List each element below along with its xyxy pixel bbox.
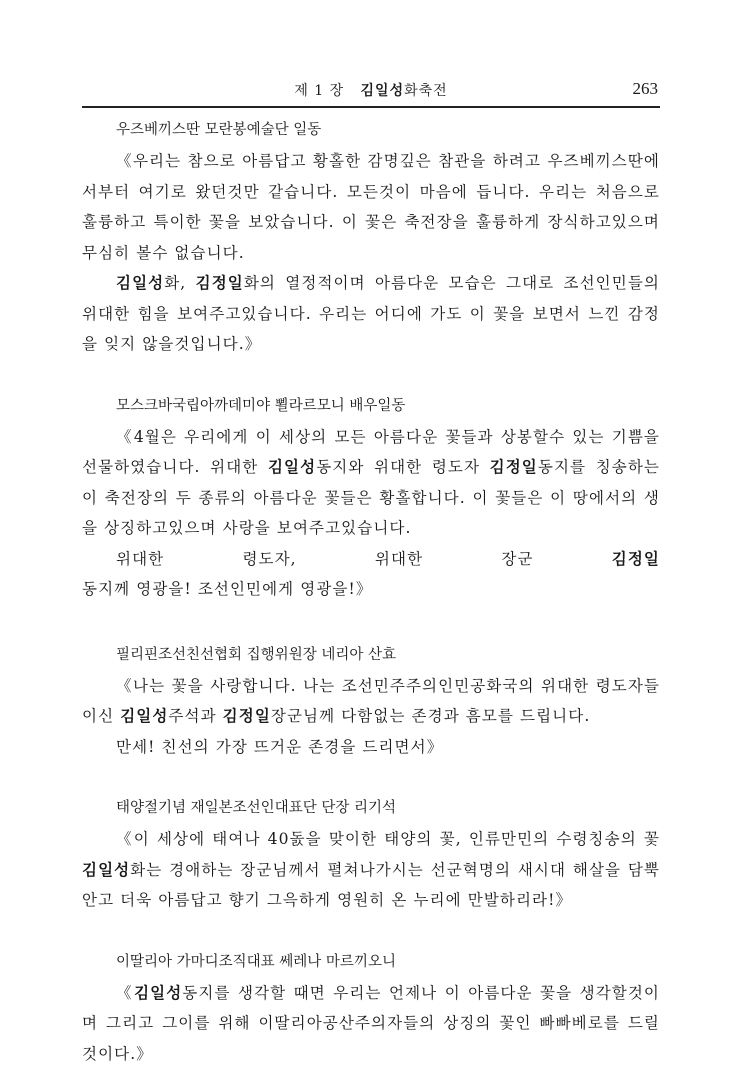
- bold-name: 김일성: [268, 458, 316, 476]
- message-paragraph: 《김일성동지를 생각할 때면 우리는 언제나 이 아름다운 꽃을 생각할것이며 그리고 그이를 위해 이딸리아공산주의자들의 상징의 꽃인 빠빠베로를 드릴것이다.》: [82, 978, 660, 1069]
- bold-name: 김일성: [116, 274, 164, 292]
- bold-name: 김정일: [196, 274, 244, 292]
- message-paragraph: 만세! 친선의 가장 뜨거운 존경을 드리면서》: [82, 732, 660, 763]
- page-body: [82, 114, 660, 1069]
- message-section-4: [82, 792, 660, 916]
- message-section-3: [82, 639, 660, 763]
- title-bold: 김일성: [361, 83, 405, 99]
- speaker-line: 태양절기념 재일본조선인대표단 단장 리기석: [82, 792, 660, 824]
- bold-name: 김정일: [490, 458, 538, 476]
- speaker-line: 필리핀조선친선협회 집행위원장 네리아 산효: [82, 639, 660, 671]
- message-paragraph: 《이 세상에 태여나 40돐을 맞이한 태양의 꽃, 인류만민의 수령칭송의 꽃 김일성화는 경애하는 장군님께서 펼쳐나가시는 선군혁명의 새시대 해살을 담뿍 안고 더욱 아름답고 향기 그윽하게 영원히 온 누리에 만발하리라!》: [82, 824, 660, 916]
- bold-name: 김일성: [82, 861, 130, 879]
- speaker-line: 이딸리아 가마디조직대표 쎄레나 마르끼오니: [82, 946, 660, 978]
- chapter-label: 제 1 장: [294, 83, 344, 99]
- message-section-2: [82, 390, 660, 605]
- message-paragraph: 《나는 꽃을 사랑합니다. 나는 조선민주주의인민공화국의 위대한 령도자들이신 김일성주석과 김정일장군님께 다함없는 존경과 흠모를 드립니다.: [82, 671, 660, 732]
- bold-name: 김정일: [612, 550, 660, 568]
- bold-name: 김일성: [120, 707, 168, 725]
- speaker-line: 우즈베끼스딴 모란봉예술단 일동: [82, 114, 660, 146]
- chapter-title: [82, 80, 660, 100]
- title-rest: 화축전: [404, 83, 448, 99]
- message-paragraph: 김일성화, 김정일화의 열정적이며 아름다운 모습은 그대로 조선인민들의 위대한 힘을 보여주고있습니다. 우리는 어디에 가도 이 꽃을 보면서 느낀 감정을 잊지 않을것입니다.》: [82, 268, 660, 360]
- page-number: 263: [633, 79, 659, 99]
- bold-name: 김정일: [223, 707, 271, 725]
- message-section-1: [82, 114, 660, 360]
- speaker-line: 모스크바국립아까데미야 뾜라르모니 배우일동: [82, 390, 660, 422]
- running-header: [82, 78, 660, 108]
- message-paragraph: 《우리는 참으로 아름답고 황홀한 감명깊은 참관을 하려고 우즈베끼스딴에서부터 여기로 왔던것만 같습니다. 모든것이 마음에 듭니다. 우리는 처음으로 훌륭하고 특이한 꽃을 보았습니다. 이 꽃은 축전장을 훌륭하게 장식하고있으며 무심히 볼수 없습니다.: [82, 146, 660, 268]
- message-paragraph: 《4월은 우리에게 이 세상의 모든 아름다운 꽃들과 상봉할수 있는 기쁨을 선물하였습니다. 위대한 김일성동지와 위대한 령도자 김정일동지를 칭송하는 이 축전장의 두 종류의 아름다운 꽃들은 황홀합니다. 이 꽃들은 이 땅에서의 생을 상징하고있으며 사랑을 보여주고있습니다.: [82, 422, 660, 544]
- message-section-5: [82, 946, 660, 1069]
- bold-name: 김일성: [134, 984, 182, 1002]
- message-paragraph: 위대한 령도자, 위대한 장군 김정일동지께 영광을! 조선인민에게 영광을!》: [82, 544, 660, 605]
